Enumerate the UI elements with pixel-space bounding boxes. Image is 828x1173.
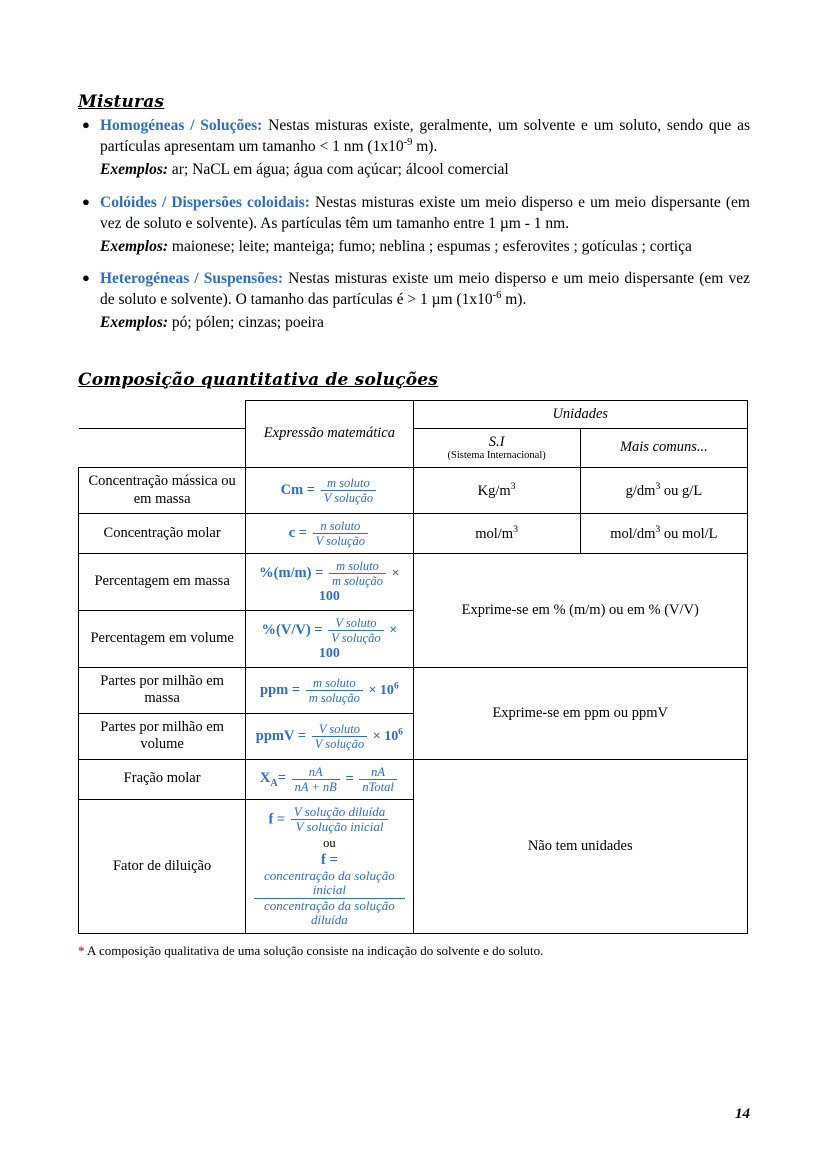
fraction-numerator: nA <box>359 765 397 780</box>
row-name: Percentagem em massa <box>79 554 246 611</box>
table-row <box>79 514 748 554</box>
header-expression: Expressão matemática <box>246 400 413 468</box>
exponent: -6 <box>492 290 502 302</box>
examples-line <box>100 237 750 257</box>
common-unit-text: g/dm <box>625 483 656 500</box>
list-item <box>78 193 750 258</box>
term-description: Nestas misturas existe, geralmente, um solvente e um soluto, sendo que as partículas apresentam um tamanho < 1 nm (1x10 <box>100 117 750 156</box>
examples-text: ar; NaCL em água; água com açúcar; álcool comercial <box>168 161 509 179</box>
row-expression <box>246 554 413 611</box>
fraction <box>312 722 367 751</box>
expression-symbol: c = <box>288 524 308 541</box>
si-unit-exponent: 3 <box>510 481 516 493</box>
expression-suffix <box>368 683 398 698</box>
row-common-unit <box>580 468 747 514</box>
table-row <box>79 759 748 799</box>
row-name: Concentração mássica ou em massa <box>79 468 246 514</box>
table-row <box>79 668 748 714</box>
header-si-label: S.I <box>488 433 505 450</box>
fraction-numerator: V soluto <box>312 722 367 737</box>
expression-symbol: f = <box>268 811 286 827</box>
examples-label: Exemplos: <box>100 314 169 332</box>
examples-label: Exemplos: <box>100 237 169 255</box>
row-name: Percentagem em volume <box>79 611 246 668</box>
page-number: 14 <box>735 1106 750 1122</box>
term-label: Heterogéneas / Suspensões: <box>100 270 284 288</box>
common-unit-text-end: ou g/L <box>660 483 703 500</box>
expression-suffix-exponent: 6 <box>393 681 399 692</box>
header-common: Mais comuns... <box>580 428 747 468</box>
fraction <box>306 676 363 705</box>
fraction-denominator: nA + nB <box>294 779 337 794</box>
footnote <box>78 943 750 960</box>
fraction-numerator: m soluto <box>321 476 376 491</box>
expression-suffix: × 100 <box>318 622 398 662</box>
merged-note-percent: Exprime-se em % (m/m) ou em % (V/V) <box>413 554 748 668</box>
si-unit-exponent: 3 <box>513 524 519 536</box>
expression-symbol <box>259 770 286 790</box>
expression-suffix-text: × 10 <box>372 728 399 744</box>
fraction-numerator: nA <box>292 765 340 780</box>
expression-suffix-exponent: 6 <box>398 726 403 737</box>
row-name: Partes por milhão em massa <box>79 668 246 714</box>
fraction-denominator: concentração da solução diluída <box>264 897 395 928</box>
row-expression <box>246 611 413 668</box>
expression-symbol: Cm = <box>280 482 316 498</box>
expression-symbol: %(V/V) = <box>261 621 323 638</box>
header-si-sublabel: (Sistema Internacional) <box>447 450 546 462</box>
expression-symbol-subscript: A <box>270 778 278 790</box>
fraction-denominator: V solução <box>314 736 365 751</box>
fraction-numerator: V solução diluída <box>291 805 388 821</box>
term-label: Homogéneas / Soluções: <box>100 117 263 134</box>
expression-symbol-text: X <box>259 770 271 787</box>
fraction-2 <box>254 869 404 928</box>
fraction <box>328 616 383 645</box>
bullet-icon: ● <box>82 117 90 132</box>
expression-equals: = <box>277 770 286 787</box>
row-si-unit <box>413 514 580 554</box>
row-expression <box>246 799 413 933</box>
fraction-numerator: n soluto <box>313 519 368 534</box>
fraction <box>292 765 340 794</box>
fraction-denominator: nTotal <box>362 779 394 794</box>
si-unit-text: mol/m <box>475 525 514 542</box>
common-unit-text-end: ou mol/L <box>660 525 718 542</box>
fraction-denominator: V solução inicial <box>295 819 384 835</box>
expression-symbol-2: f = <box>321 851 338 868</box>
examples-text: pó; pólen; cinzas; poeira <box>168 314 324 332</box>
expression-line-2 <box>252 852 406 928</box>
examples-text: maionese; leite; manteiga; fumo; neblina ; espumas ; esferovites ; gotículas ; cortiça <box>168 237 692 255</box>
page-content <box>78 92 750 960</box>
merged-note-no-units: Não tem unidades <box>413 759 748 933</box>
row-expression <box>246 668 413 714</box>
expression-suffix <box>372 726 403 744</box>
row-expression <box>246 514 413 554</box>
table-row <box>79 468 748 514</box>
section-title-misturas: Misturas <box>78 92 165 112</box>
examples-line <box>100 313 750 333</box>
fraction-numerator: m soluto <box>329 559 386 574</box>
section-title-composicao: Composição quantitativa de soluções <box>78 369 439 390</box>
header-si <box>413 428 580 468</box>
term-description-end: m). <box>501 291 527 309</box>
bullet-icon: ● <box>82 193 90 209</box>
list-item <box>78 116 750 181</box>
fraction-denominator: V solução <box>323 491 374 506</box>
term-description-end: m). <box>412 138 438 156</box>
table-subheader-row <box>79 428 748 468</box>
expression-symbol: ppmV = <box>255 727 307 744</box>
list-item <box>78 269 750 334</box>
row-si-unit <box>413 468 580 514</box>
fraction <box>291 805 388 835</box>
fraction <box>329 559 386 588</box>
table-header-row <box>79 400 748 428</box>
fraction-numerator: concentração da solução inicial <box>254 869 404 899</box>
composition-table <box>78 400 748 934</box>
common-unit-text: mol/dm <box>610 525 656 542</box>
mixtures-list <box>78 116 750 334</box>
expression-mid-equals: = <box>345 770 354 787</box>
term-label: Colóides / Dispersões coloidais: <box>100 193 310 211</box>
expression-symbol: %(m/m) = <box>259 564 324 581</box>
row-name: Concentração molar <box>79 514 246 554</box>
fraction <box>321 476 376 505</box>
row-name: Fração molar <box>79 759 246 799</box>
common-unit-exponent: 3 <box>655 481 661 493</box>
si-unit-text: Kg/m <box>477 483 511 500</box>
fraction-denominator: V solução <box>315 534 366 549</box>
header-units: Unidades <box>413 400 748 428</box>
fraction-denominator: V solução <box>331 631 381 646</box>
expression-symbol: ppm = <box>260 681 301 698</box>
fraction-2 <box>359 765 397 794</box>
fraction-numerator: V soluto <box>328 616 383 631</box>
fraction-numerator: m soluto <box>306 676 363 691</box>
expression-line-1 <box>252 805 406 835</box>
examples-line <box>100 160 750 180</box>
expression-suffix: × 100 <box>318 565 400 605</box>
fraction-denominator: m solução <box>308 690 360 705</box>
term-description: Nestas misturas existe um meio disperso e um meio dispersante (em vez de soluto e solvente). As partículas têm um tamanho entre 1 µm - 1 nm. <box>100 193 750 233</box>
fraction-denominator: m solução <box>331 574 384 589</box>
row-expression <box>246 759 413 799</box>
footnote-text: A composição qualitativa de uma solução consiste na indicação do solvente e do soluto. <box>84 942 544 958</box>
row-common-unit <box>580 514 747 554</box>
row-expression <box>246 713 413 759</box>
row-expression <box>246 468 413 514</box>
expression-or-label: ou <box>323 835 336 850</box>
empty-corner-cell-2 <box>79 428 246 468</box>
footnote-star: * <box>78 942 85 958</box>
merged-note-ppm: Exprime-se em ppm ou ppmV <box>413 668 748 760</box>
common-unit-exponent: 3 <box>655 524 661 536</box>
empty-corner-cell <box>79 400 246 428</box>
term-description: Nestas misturas existe um meio disperso e um meio dispersante (em vez de soluto e solvente). O tamanho das partículas é > 1 µm (1x10 <box>100 270 750 309</box>
bullet-icon: ● <box>82 270 90 286</box>
expression-suffix-text: × 10 <box>368 682 394 698</box>
table-row <box>79 554 748 611</box>
row-name: Fator de diluição <box>79 799 246 933</box>
exponent: -9 <box>403 137 413 149</box>
fraction <box>313 519 368 548</box>
row-name: Partes por milhão em volume <box>79 713 246 759</box>
examples-label: Exemplos: <box>100 161 169 179</box>
